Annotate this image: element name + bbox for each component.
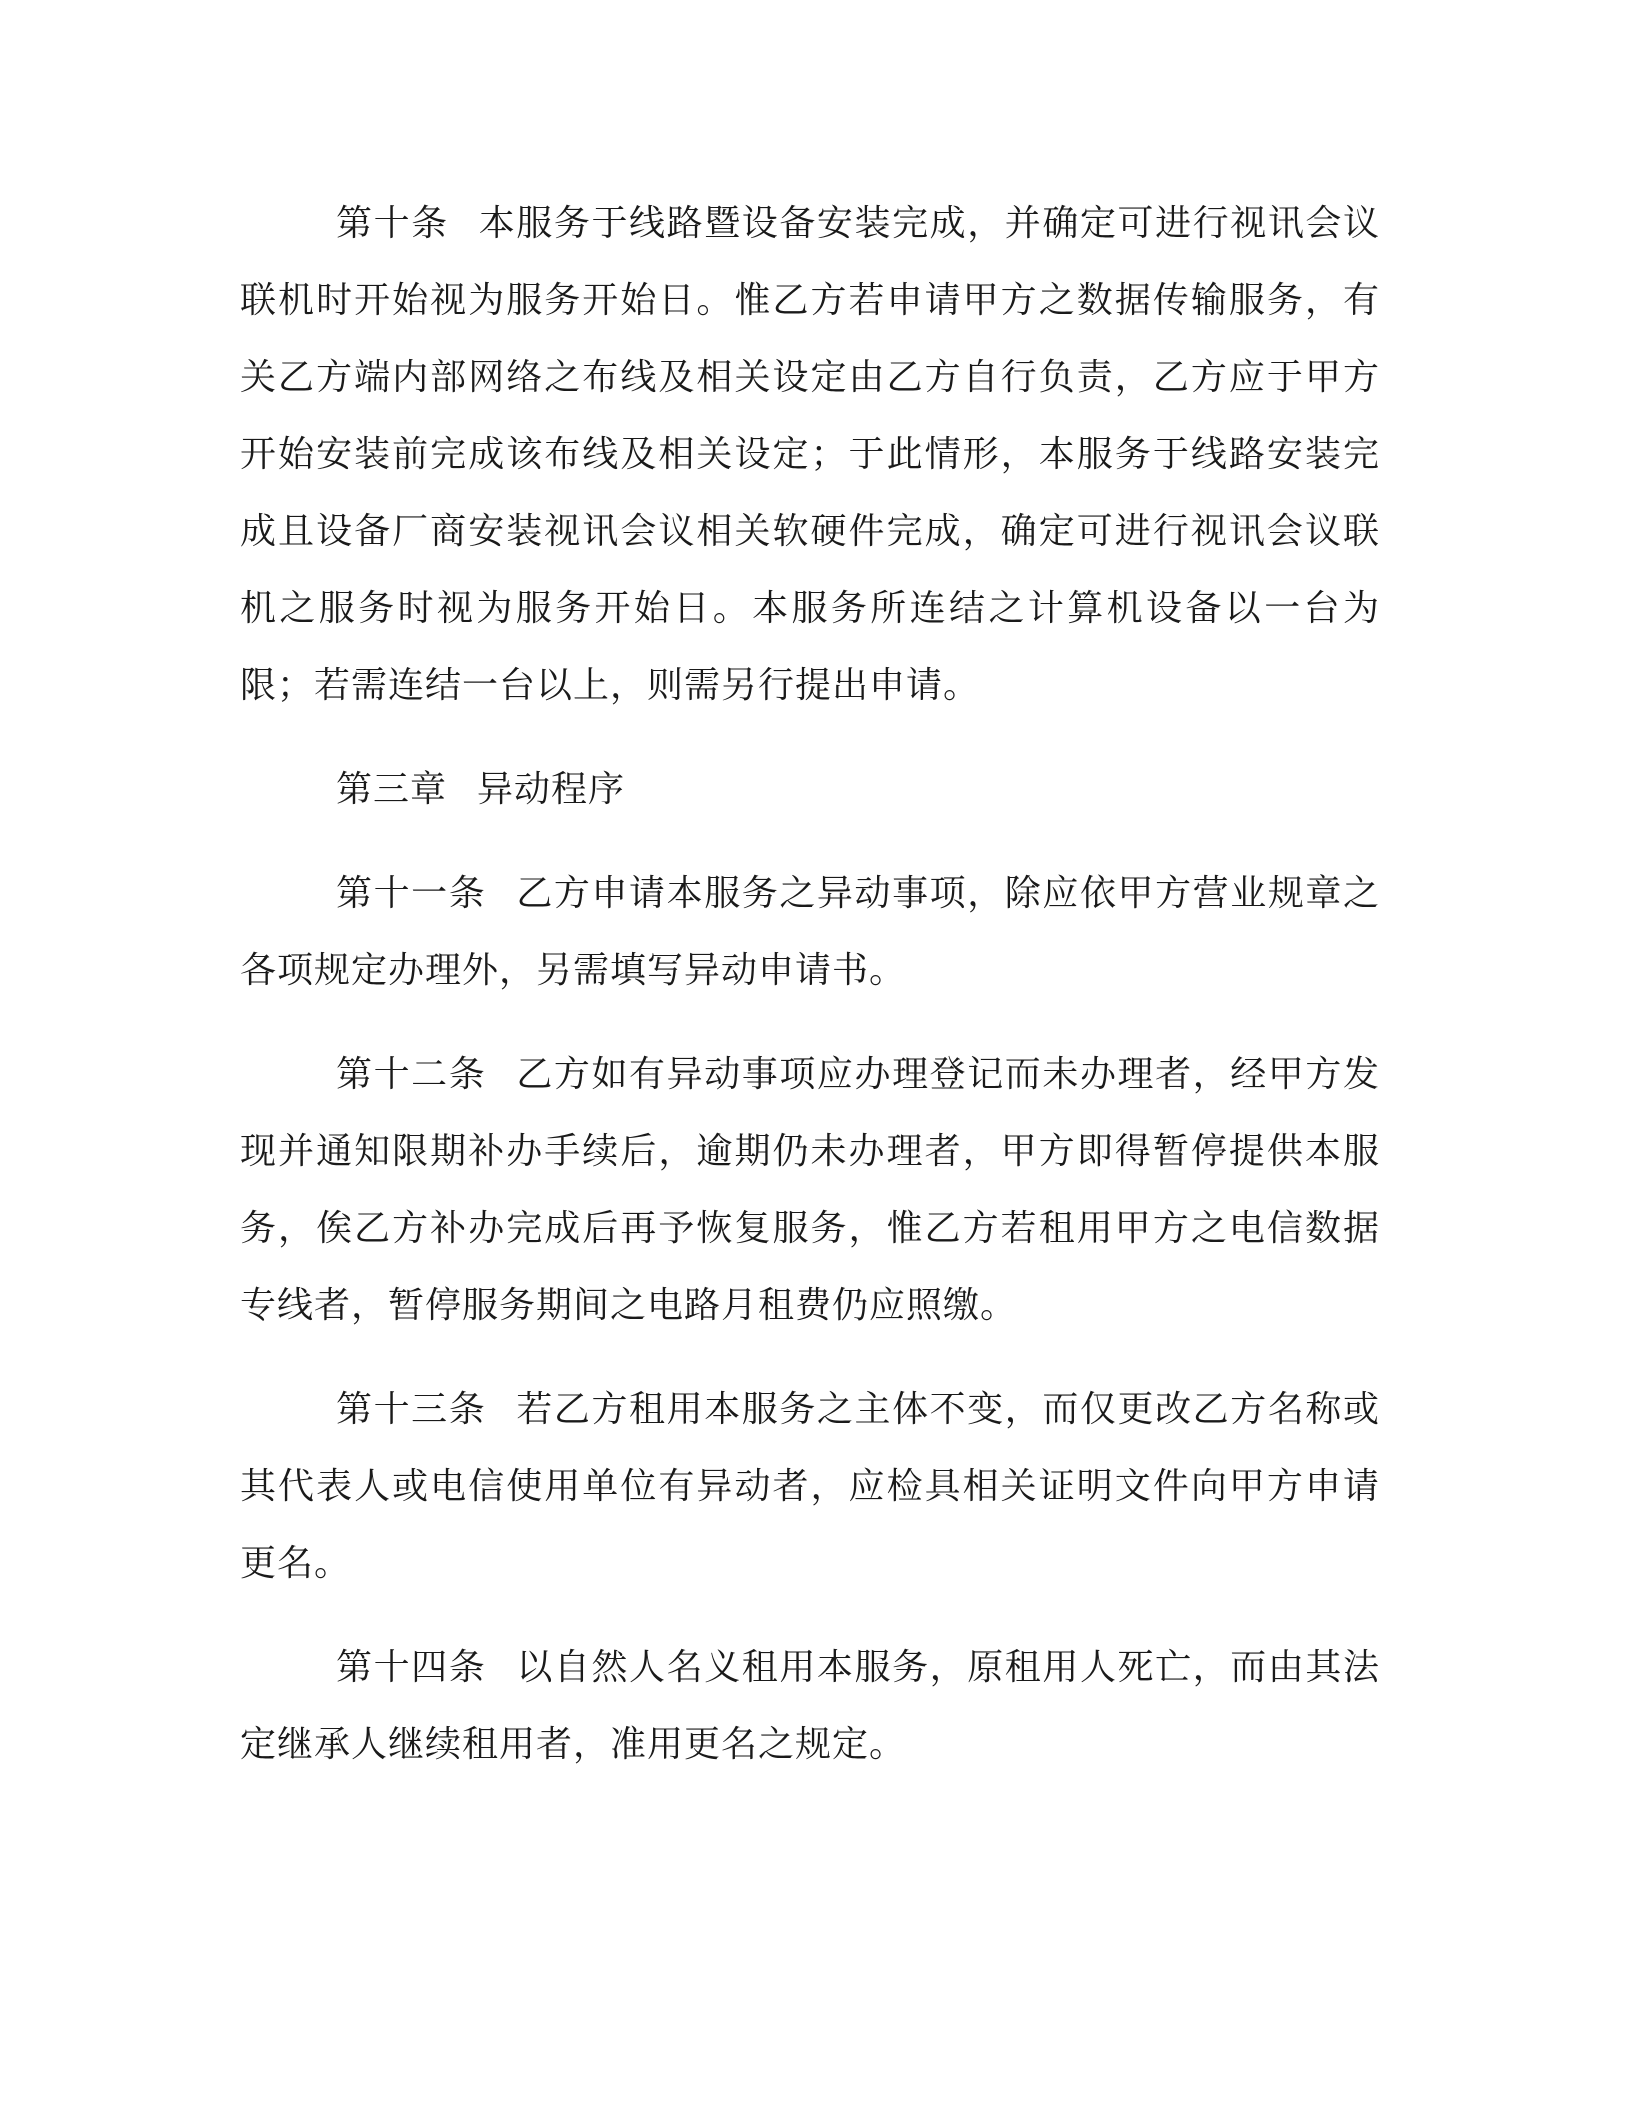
article-number: 第十三条 — [336, 1389, 487, 1430]
article-number: 第十一条 — [336, 873, 487, 914]
article-14 — [240, 1629, 1380, 1783]
article-10 — [240, 185, 1380, 724]
article-text: 若乙方租用本服务之主体不变，而仅更改乙方名称或其代表人或电信使用单位有异动者，应检具相关证明文件向甲方申请更名。 — [240, 1389, 1380, 1584]
chapter-title: 异动程序 — [477, 769, 626, 810]
article-text: 乙方如有异动事项应办理登记而未办理者，经甲方发现并通知限期补办手续后，逾期仍未办理者，甲方即得暂停提供本服务，俟乙方补办完成后再予恢复服务，惟乙方若租用甲方之电信数据专线者，暂停服务期间之电路月租费仍应照缴。 — [240, 1054, 1380, 1326]
article-11 — [240, 855, 1380, 1009]
article-number: 第十条 — [336, 203, 449, 244]
article-text: 乙方申请本服务之异动事项，除应依甲方营业规章之各项规定办理外，另需填写异动申请书。 — [240, 873, 1380, 991]
article-text: 以自然人名义租用本服务，原租用人死亡，而由其法定继承人继续租用者，准用更名之规定。 — [240, 1647, 1380, 1765]
article-12 — [240, 1036, 1380, 1344]
chapter-3-heading — [240, 751, 1380, 828]
chapter-number: 第三章 — [336, 769, 448, 810]
article-number: 第十二条 — [336, 1054, 487, 1095]
article-13 — [240, 1371, 1380, 1602]
article-number: 第十四条 — [336, 1647, 487, 1688]
document-body — [240, 185, 1380, 1783]
article-text: 本服务于线路暨设备安装完成，并确定可进行视讯会议联机时开始视为服务开始日。惟乙方若申请甲方之数据传输服务，有关乙方端内部网络之布线及相关设定由乙方自行负责，乙方应于甲方开始安装前完成该布线及相关设定；于此情形，本服务于线路安装完成且设备厂商安装视讯会议相关软硬件完成，确定可进行视讯会议联机之服务时视为服务开始日。本服务所连结之计算机设备以一台为限；若需连结一台以上，则需另行提出申请。 — [240, 203, 1380, 706]
